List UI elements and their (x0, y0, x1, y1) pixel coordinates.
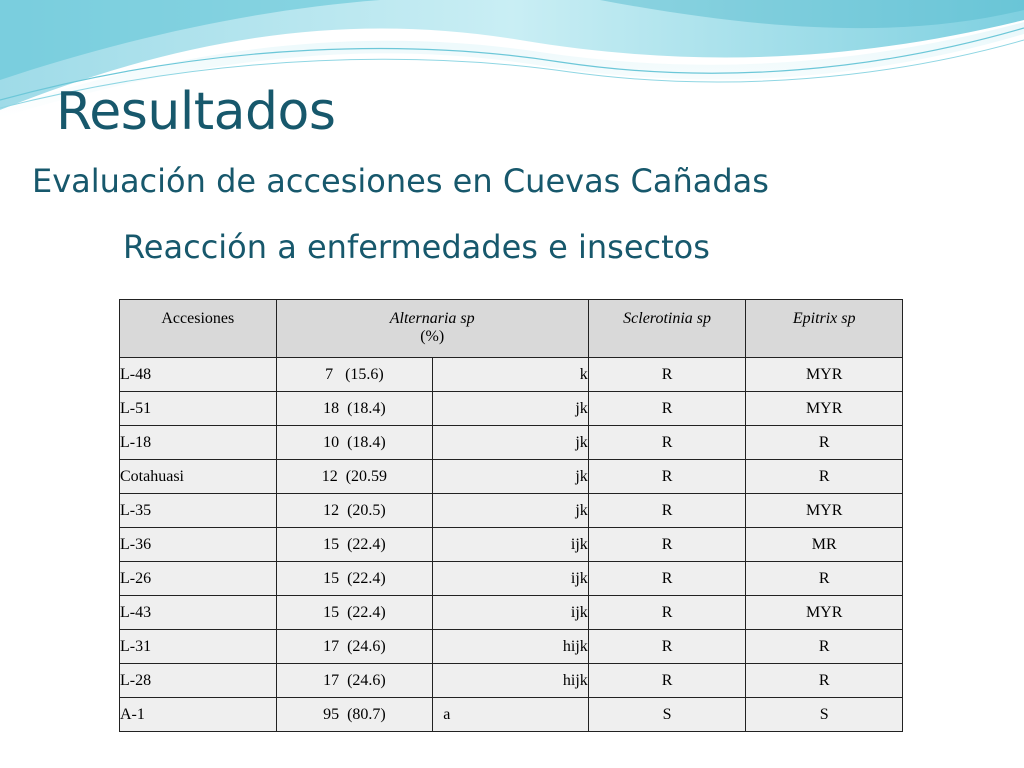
cell-alternaria-pct: 17 (24.6) (276, 664, 433, 698)
cell-alternaria-pct: 95 (80.7) (276, 698, 433, 732)
cell-alternaria-group: jk (433, 426, 589, 460)
cell-sclerotinia: R (588, 596, 746, 630)
cell-alternaria-pct: 12 (20.59 (276, 460, 433, 494)
cell-alternaria-pct: 17 (24.6) (276, 630, 433, 664)
table-row (120, 528, 903, 562)
cell-epitrix: MYR (746, 358, 903, 392)
header-alternaria-label: Alternaria sp (389, 310, 475, 327)
cell-alternaria-group: k (433, 358, 589, 392)
table-row (120, 698, 903, 732)
header-alternaria (276, 300, 588, 358)
cell-alternaria-group: jk (433, 494, 589, 528)
cell-epitrix: R (746, 460, 903, 494)
table-row (120, 392, 903, 426)
table-row (120, 494, 903, 528)
cell-accesion: L-48 (120, 358, 277, 392)
header-epitrix: Epitrix sp (746, 300, 903, 358)
table-body (120, 358, 903, 732)
cell-epitrix: MYR (746, 596, 903, 630)
slide-subtitle: Evaluación de accesiones en Cuevas Cañadas (32, 162, 769, 200)
cell-alternaria-pct: 15 (22.4) (276, 562, 433, 596)
cell-alternaria-group: ijk (433, 562, 589, 596)
table-row (120, 596, 903, 630)
cell-alternaria-group: jk (433, 460, 589, 494)
table-header-row (120, 300, 903, 358)
cell-epitrix: MYR (746, 494, 903, 528)
header-sclerotinia: Sclerotinia sp (588, 300, 746, 358)
cell-epitrix: R (746, 630, 903, 664)
cell-alternaria-group: hijk (433, 664, 589, 698)
cell-alternaria-pct: 18 (18.4) (276, 392, 433, 426)
cell-sclerotinia: S (588, 698, 746, 732)
cell-accesion: L-36 (120, 528, 277, 562)
cell-sclerotinia: R (588, 664, 746, 698)
table-row (120, 426, 903, 460)
cell-sclerotinia: R (588, 494, 746, 528)
results-table (119, 299, 903, 732)
table-row (120, 562, 903, 596)
cell-sclerotinia: R (588, 358, 746, 392)
cell-epitrix: R (746, 426, 903, 460)
cell-accesion: L-28 (120, 664, 277, 698)
slide-subtitle-secondary: Reacción a enfermedades e insectos (123, 228, 710, 266)
header-accesiones: Accesiones (120, 300, 277, 358)
cell-sclerotinia: R (588, 562, 746, 596)
cell-alternaria-group: jk (433, 392, 589, 426)
table-row (120, 630, 903, 664)
cell-alternaria-pct: 15 (22.4) (276, 528, 433, 562)
cell-sclerotinia: R (588, 630, 746, 664)
cell-alternaria-group: hijk (433, 630, 589, 664)
table-row (120, 460, 903, 494)
cell-sclerotinia: R (588, 528, 746, 562)
header-alternaria-unit: (%) (420, 328, 445, 345)
cell-alternaria-pct: 15 (22.4) (276, 596, 433, 630)
cell-accesion: Cotahuasi (120, 460, 277, 494)
cell-alternaria-group: ijk (433, 528, 589, 562)
cell-alternaria-group: ijk (433, 596, 589, 630)
slide-title: Resultados (56, 82, 336, 142)
cell-epitrix: S (746, 698, 903, 732)
cell-alternaria-pct: 12 (20.5) (276, 494, 433, 528)
cell-accesion: L-43 (120, 596, 277, 630)
cell-alternaria-pct: 10 (18.4) (276, 426, 433, 460)
cell-alternaria-pct: 7 (15.6) (276, 358, 433, 392)
cell-accesion: L-51 (120, 392, 277, 426)
cell-accesion: L-18 (120, 426, 277, 460)
table-row (120, 664, 903, 698)
cell-epitrix: R (746, 664, 903, 698)
cell-epitrix: R (746, 562, 903, 596)
cell-accesion: L-31 (120, 630, 277, 664)
cell-accesion: L-35 (120, 494, 277, 528)
cell-epitrix: MR (746, 528, 903, 562)
table-row (120, 358, 903, 392)
cell-accesion: L-26 (120, 562, 277, 596)
cell-sclerotinia: R (588, 392, 746, 426)
cell-epitrix: MYR (746, 392, 903, 426)
cell-accesion: A-1 (120, 698, 277, 732)
cell-alternaria-group: a (433, 698, 589, 732)
cell-sclerotinia: R (588, 426, 746, 460)
cell-sclerotinia: R (588, 460, 746, 494)
